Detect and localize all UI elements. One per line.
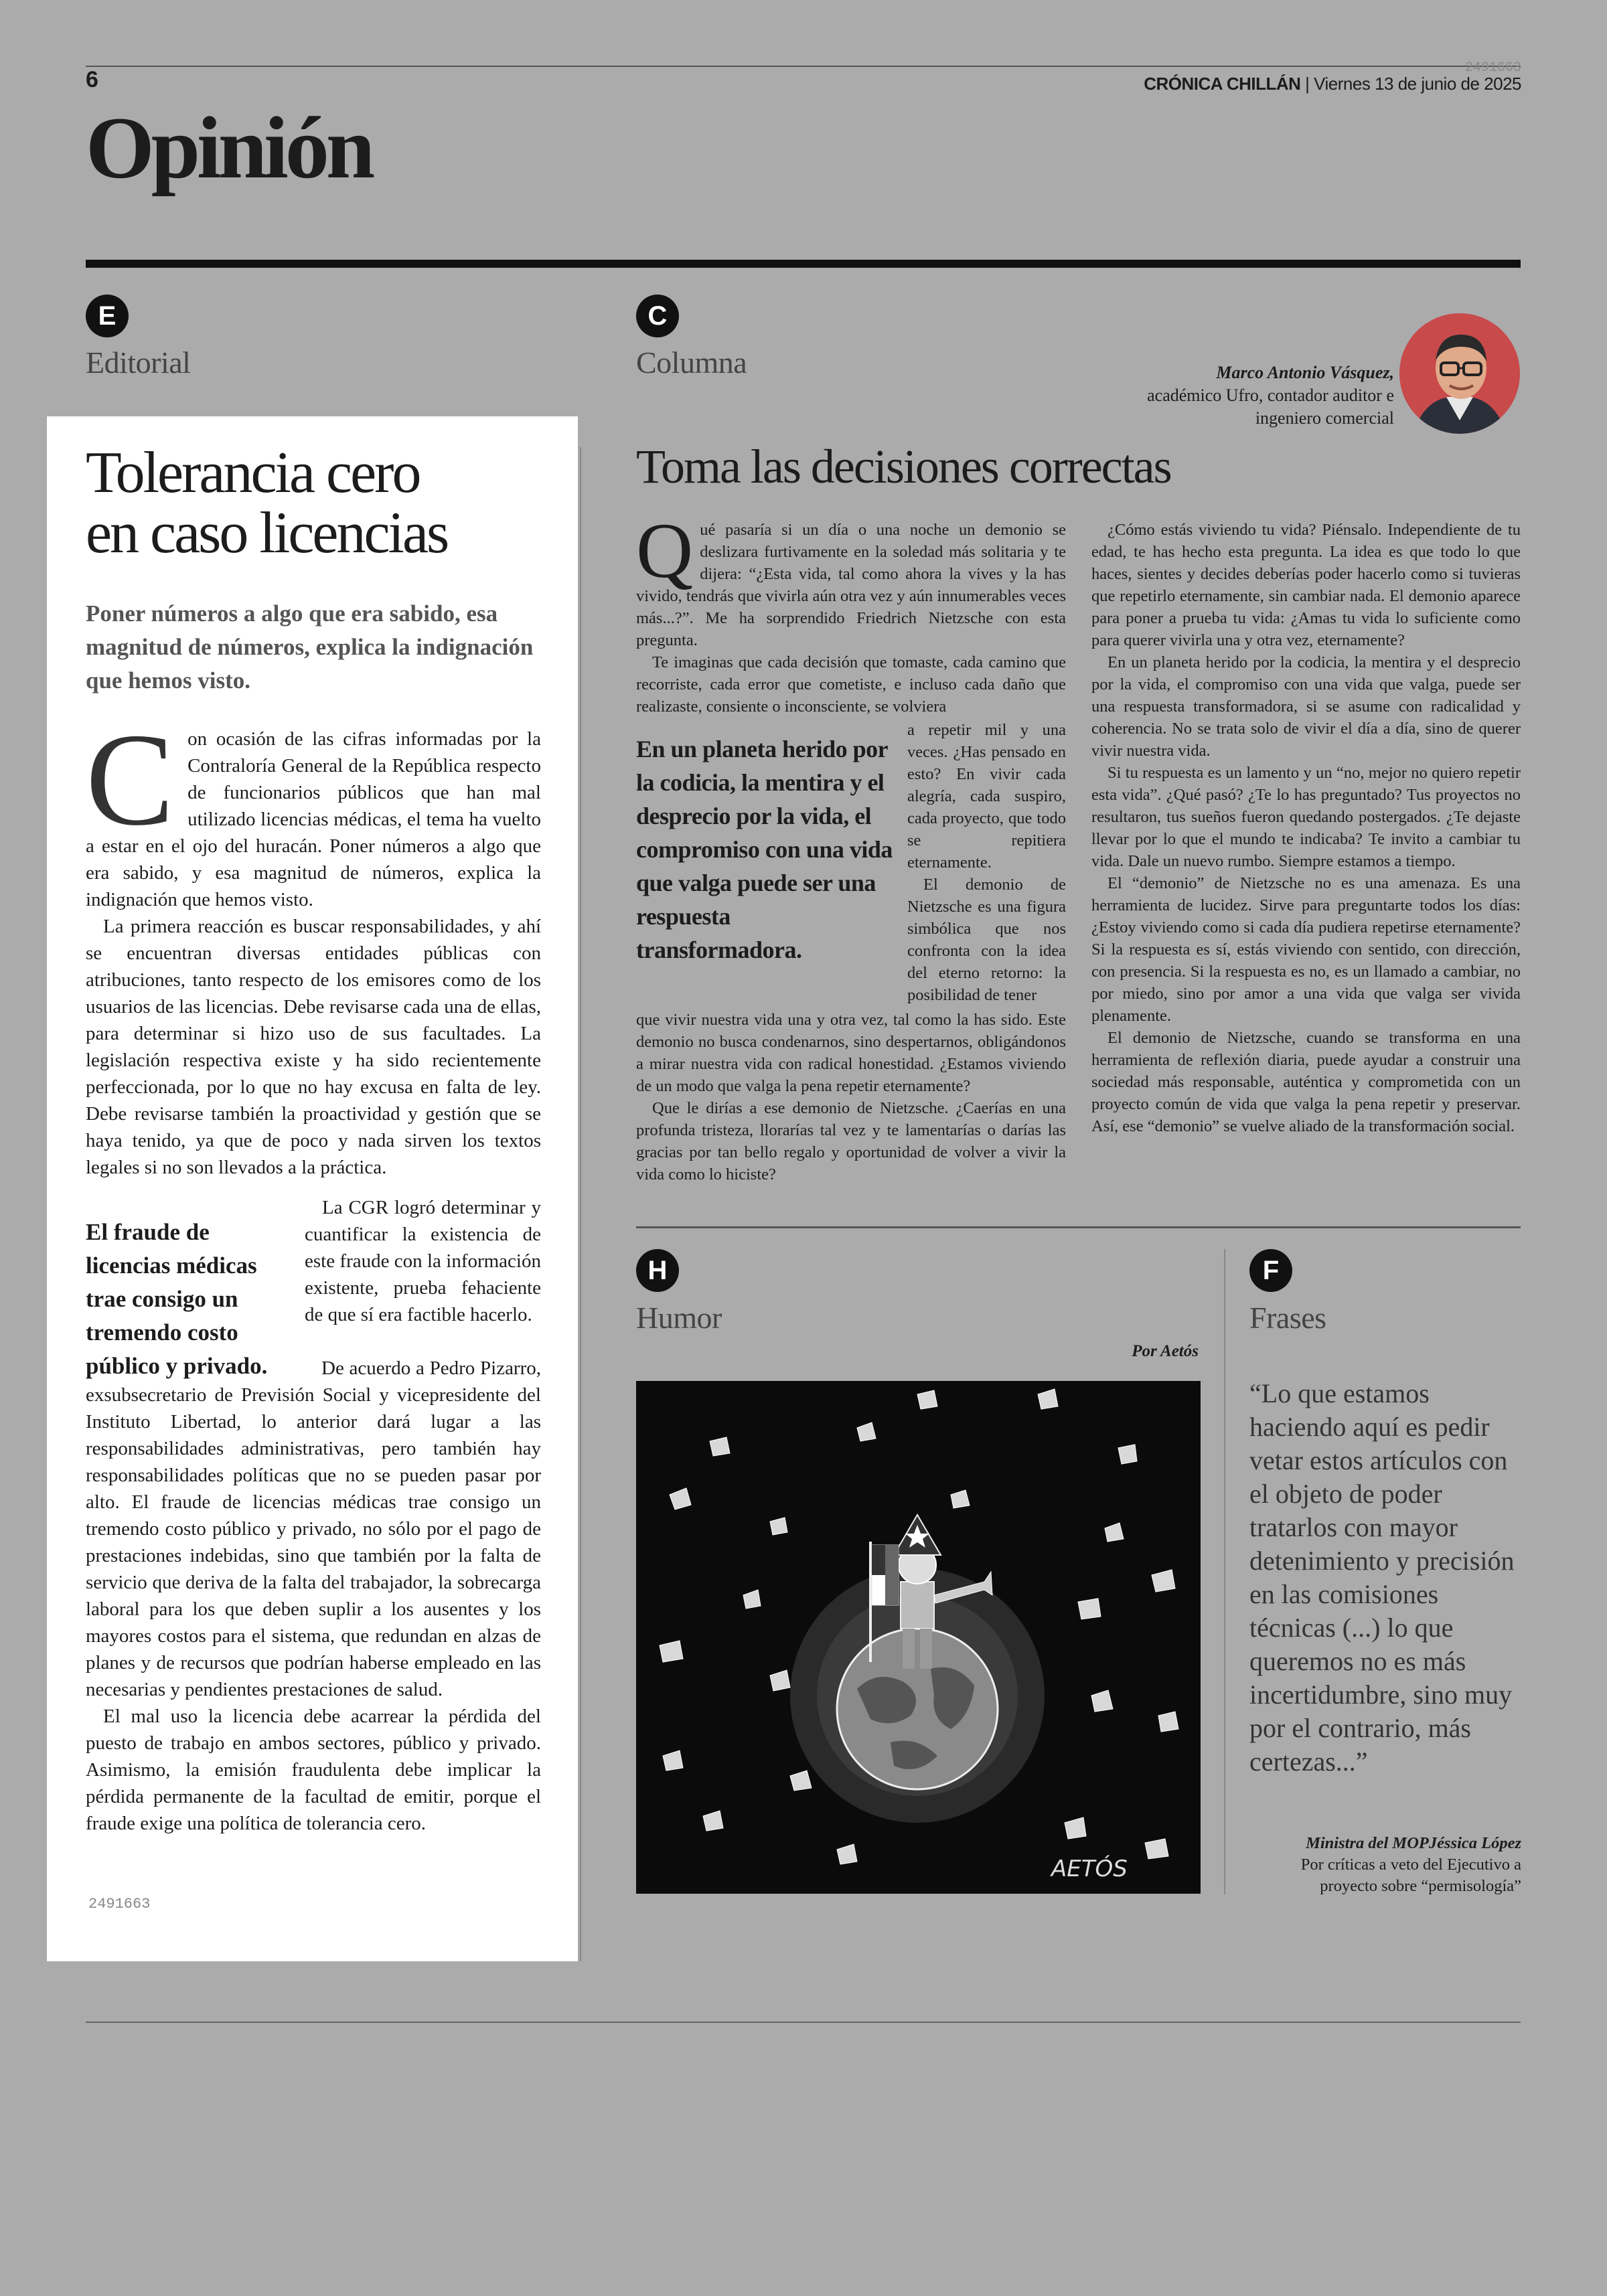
editorial-column-divider bbox=[580, 447, 581, 1961]
humor-frases-divider bbox=[1224, 1249, 1225, 1894]
masthead-separator: | bbox=[1305, 74, 1310, 94]
editorial-lede-text: on ocasión de las cifras informadas por la Contraloría General de la República respecto de funcionarios públicos que han mal utilizado licencias médicas, el tema ha vuelto a estar en el ojo del huracán. Poner números a algo que era sabido, y esa magnitud de números, explica la indignación que hemos visto. bbox=[86, 728, 541, 910]
frases-label: Frases bbox=[1249, 1301, 1326, 1335]
author-bio-1: académico Ufro, contador auditor e bbox=[1147, 386, 1394, 405]
column-dropcap: Q bbox=[636, 507, 694, 594]
masthead-name: CRÓNICA CHILLÁN bbox=[1144, 74, 1301, 94]
editorial-lede-paragraph bbox=[86, 706, 541, 913]
editorial-paragraph-4: De acuerdo a Pedro Pizarro, exsubsecretario de Previsión Social y vicepresidente del Instituto Libertad, lo anterior dará lugar a las responsabilidades administrativas, pero también hay responsabilidades políticas que no se pueden pasar por alto. El fraude de licencias médicas trae consigo un tremendo costo público y privado, no sólo por el pago de prestaciones indebidas, sino que también por la falta de servicio que deriva de la falta del trabajador, la sobrecarga laboral para los que deben suplir a los ausentes y los mayores costos para el sistema, que redundan en alzas de planes y de recursos que podrían haberse empleado en las necesarias y pendientes prestaciones de salud. bbox=[86, 1358, 541, 1700]
column-text-narrow bbox=[907, 719, 1066, 1006]
column-text-left bbox=[636, 507, 1066, 718]
editorial-headline-line1: Tolerancia cero bbox=[86, 440, 420, 505]
column-bottom-rule bbox=[636, 1226, 1521, 1228]
column-r5: El demonio de Nietzsche, cuando se transforma en una herramienta de reflexión diaria, puede ayudar a construir una sociedad más responsable, auténtica y comprometida con un proyecto común de vida que valga la pena repetir y preservar. Así, ese “demonio” se vuelve aliado de la transformación social. bbox=[1091, 1029, 1521, 1135]
editorial-headline-line2: en caso licencias bbox=[86, 501, 448, 566]
cartoon-signature: AETÓS bbox=[1051, 1856, 1128, 1882]
editorial-card bbox=[47, 416, 578, 1961]
editorial-paragraph-5: El mal uso la licencia debe acarrear la pérdida del puesto de trabajo en ambos sectores, público y privado. Asimismo, la emisión fraudulenta debe implicar la pérdida permanente de la facultad de emitir, porque el fraude exige una política de tolerancia cero. bbox=[86, 1706, 541, 1834]
column-paragraph-2b: a repetir mil y una veces. ¿Has pensado en esto? En vivir cada alegría, cada suspiro, cada proyecto, que todo se repitiera eternamente. bbox=[907, 721, 1066, 872]
frases-attribution bbox=[1250, 1833, 1521, 1897]
column-badge: C bbox=[636, 295, 679, 337]
column-headline: Toma las decisiones correctas bbox=[636, 440, 1171, 493]
column-paragraph-3a: El demonio de Nietzsche es una figura simbólica que nos confronta con la idea del eterno retorno: la posibilidad de tener bbox=[907, 876, 1066, 1004]
column-r3: Si tu respuesta es un lamento y un “no, mejor no quiero repetir esta vida”. ¿Qué pasó? ¿Te lo has preguntado? Tus proyectos no resultaron, tus sueños fueron quedando postergados. ¿Te dejaste llevar por lo que el mundo te indicaba? Te invito a cambiar tu vida. Dale un nuevo rumbo. Siempre estamos a tiempo. bbox=[1091, 764, 1521, 870]
column-label: Columna bbox=[636, 345, 747, 380]
cartoon-illustration bbox=[636, 1381, 1201, 1894]
column-paragraph-1 bbox=[636, 507, 1066, 651]
editorial-label: Editorial bbox=[86, 345, 191, 380]
top-rule bbox=[86, 66, 1521, 67]
page-stamp: 2491663 bbox=[1464, 60, 1521, 76]
masthead bbox=[1144, 74, 1521, 94]
frases-quote: “Lo que estamos haciendo aquí es pedir vetar estos artículos con el objeto de poder tratarlos con mayor detenimiento y precisión en las comisiones técnicas (...) lo que queremos no es más incertidumbre, sino muy por el contrario, más certezas...” bbox=[1249, 1378, 1515, 1777]
column-pullquote: En un planeta herido por la codicia, la mentira y el desprecio por la vida, el compromiso con una vida que valga puede ser una respuesta transformadora. bbox=[636, 736, 893, 963]
bottom-rule bbox=[86, 2022, 1521, 2023]
editorial-dek: Poner números a algo que era sabido, esa magnitud de números, explica la indignación que hemos visto. bbox=[86, 600, 534, 693]
editorial-body-bottom bbox=[86, 1355, 541, 1837]
column-paragraph-2a: Te imaginas que cada decisión que tomaste, cada camino que recorriste, cada error que cometiste, e incluso cada daño que realizaste, consiente o inconsciente, se volviera bbox=[636, 653, 1066, 716]
frases-badge: F bbox=[1249, 1249, 1292, 1292]
humor-badge: H bbox=[636, 1249, 679, 1292]
page-number: 6 bbox=[86, 67, 98, 92]
editorial-body-top bbox=[86, 706, 541, 1181]
column-p1: ué pasaría si un día o una noche un demonio se deslizara furtivamente en la soledad más solitaria y te dijera: “¿Esta vida, tal como ahora la vives y la has vivido, tendrás que vivirla aún otra vez y aún innumerables veces más...?”. Me ha sorprendido Friedrich Nietzsche con esta pregunta. bbox=[636, 521, 1066, 649]
editorial-dropcap: C bbox=[86, 706, 175, 853]
column-text-right bbox=[1091, 519, 1521, 1137]
author-name: Marco Antonio Vásquez, bbox=[1216, 363, 1394, 382]
editorial-headline bbox=[86, 440, 554, 566]
section-title: Opinión bbox=[86, 98, 372, 197]
editorial-p3: La CGR logró determinar y cuantificar la existencia de este fraude con la información existente, prueba fehaciente de que sí era factible hacerlo. bbox=[305, 1197, 541, 1325]
column-r4: El “demonio” de Nietzsche no es una amenaza. Es una herramienta de lucidez. Sirve para preguntarte todos los días: ¿Estoy viviendo como si cada día pudiera repetirse eternamente? Si la respuesta es sí, estás viviendo con sentido, con dirección, con presencia. Si la respuesta es no, es un llamado a cambiar, no por miedo, sino por amor a una vida que valga ser vivida plenamente. bbox=[1091, 874, 1521, 1025]
editorial-stamp: 2491663 bbox=[88, 1896, 151, 1912]
column-r2: En un planeta herido por la codicia, la mentira y el desprecio por la vida, el compromiso con una vida que valga, puede ser una respuesta transformadora, si se asume con radicalidad y coherencia. No se trata solo de vivir el día a día, sino de querer vivir nuestra vida. bbox=[1091, 653, 1521, 760]
column-r1: ¿Cómo estás viviendo tu vida? Piénsalo. Independiente de tu edad, te has hecho esta pregunta. La idea es que todo lo que haces, sientes y decides deberías poder hacerlo como si tuvieras que repetirlo eternamente, sin cambiar nada. El demonio aparece para poner a prueba tu vida: ¿Amas tu vida lo suficiente como para querer vivirla una y otra vez, eternamente? bbox=[1091, 521, 1521, 649]
frases-attribution-name: Jéssica López bbox=[1428, 1834, 1521, 1852]
editorial-badge: E bbox=[86, 295, 129, 337]
author-bio-2: ingeniero comercial bbox=[1255, 408, 1394, 428]
column-paragraph-3b: que vivir nuestra vida una y otra vez, tal como la has sido. Este demonio no busca condenarnos, sino despertarnos, obligándonos a mirar nuestra vida con radical honestidad. ¿Estamos viviendo de un modo que valga la pena repetir eternamente? bbox=[636, 1011, 1066, 1095]
section-rule bbox=[86, 260, 1521, 268]
masthead-date: Viernes 13 de junio de 2025 bbox=[1314, 74, 1521, 94]
frases-context: Por críticas a veto del Ejecutivo a proyecto sobre “permisología” bbox=[1300, 1856, 1521, 1895]
humor-credit: Por Aetós bbox=[1132, 1342, 1199, 1360]
column-paragraph-4: Que le dirías a ese demonio de Nietzsche. ¿Caerías en una profunda tristeza, llorarías tal vez y te lamentarías o darías las gracias por tan bello regalo y oportunidad de volver a vivir la vida como lo hiciste? bbox=[636, 1099, 1066, 1183]
frases-attribution-line bbox=[1250, 1833, 1521, 1854]
cartoon bbox=[636, 1381, 1201, 1894]
editorial-pullquote: El fraude de licencias médicas trae consigo un tremendo costo público y privado. bbox=[86, 1219, 268, 1379]
frases-attribution-role: Ministra del MOP bbox=[1306, 1834, 1429, 1852]
author-byline bbox=[1147, 361, 1394, 430]
author-portrait-icon bbox=[1399, 313, 1520, 434]
humor-label: Humor bbox=[636, 1301, 722, 1335]
editorial-paragraph-2: La primera reacción es buscar responsabilidades, y ahí se encuentran diversas entidades públicas con atribuciones, tanto respecto de los emisores como de los usuarios de las licencias. Debe revisarse cada una de ellas, para determinar si hizo uso de sus facultades. La legislación respectiva existe y ha sido recientemente perfeccionada, por lo que no hay excusa en falta de ley. Debe revisarse también la proactividad y gestión que se haya tenido, ya que de poco y nada sirven los textos legales si no son llevados a la práctica. bbox=[86, 916, 541, 1178]
author-photo bbox=[1399, 313, 1520, 434]
editorial-paragraph-3 bbox=[305, 1194, 541, 1328]
column-text-bottom bbox=[636, 1009, 1066, 1185]
